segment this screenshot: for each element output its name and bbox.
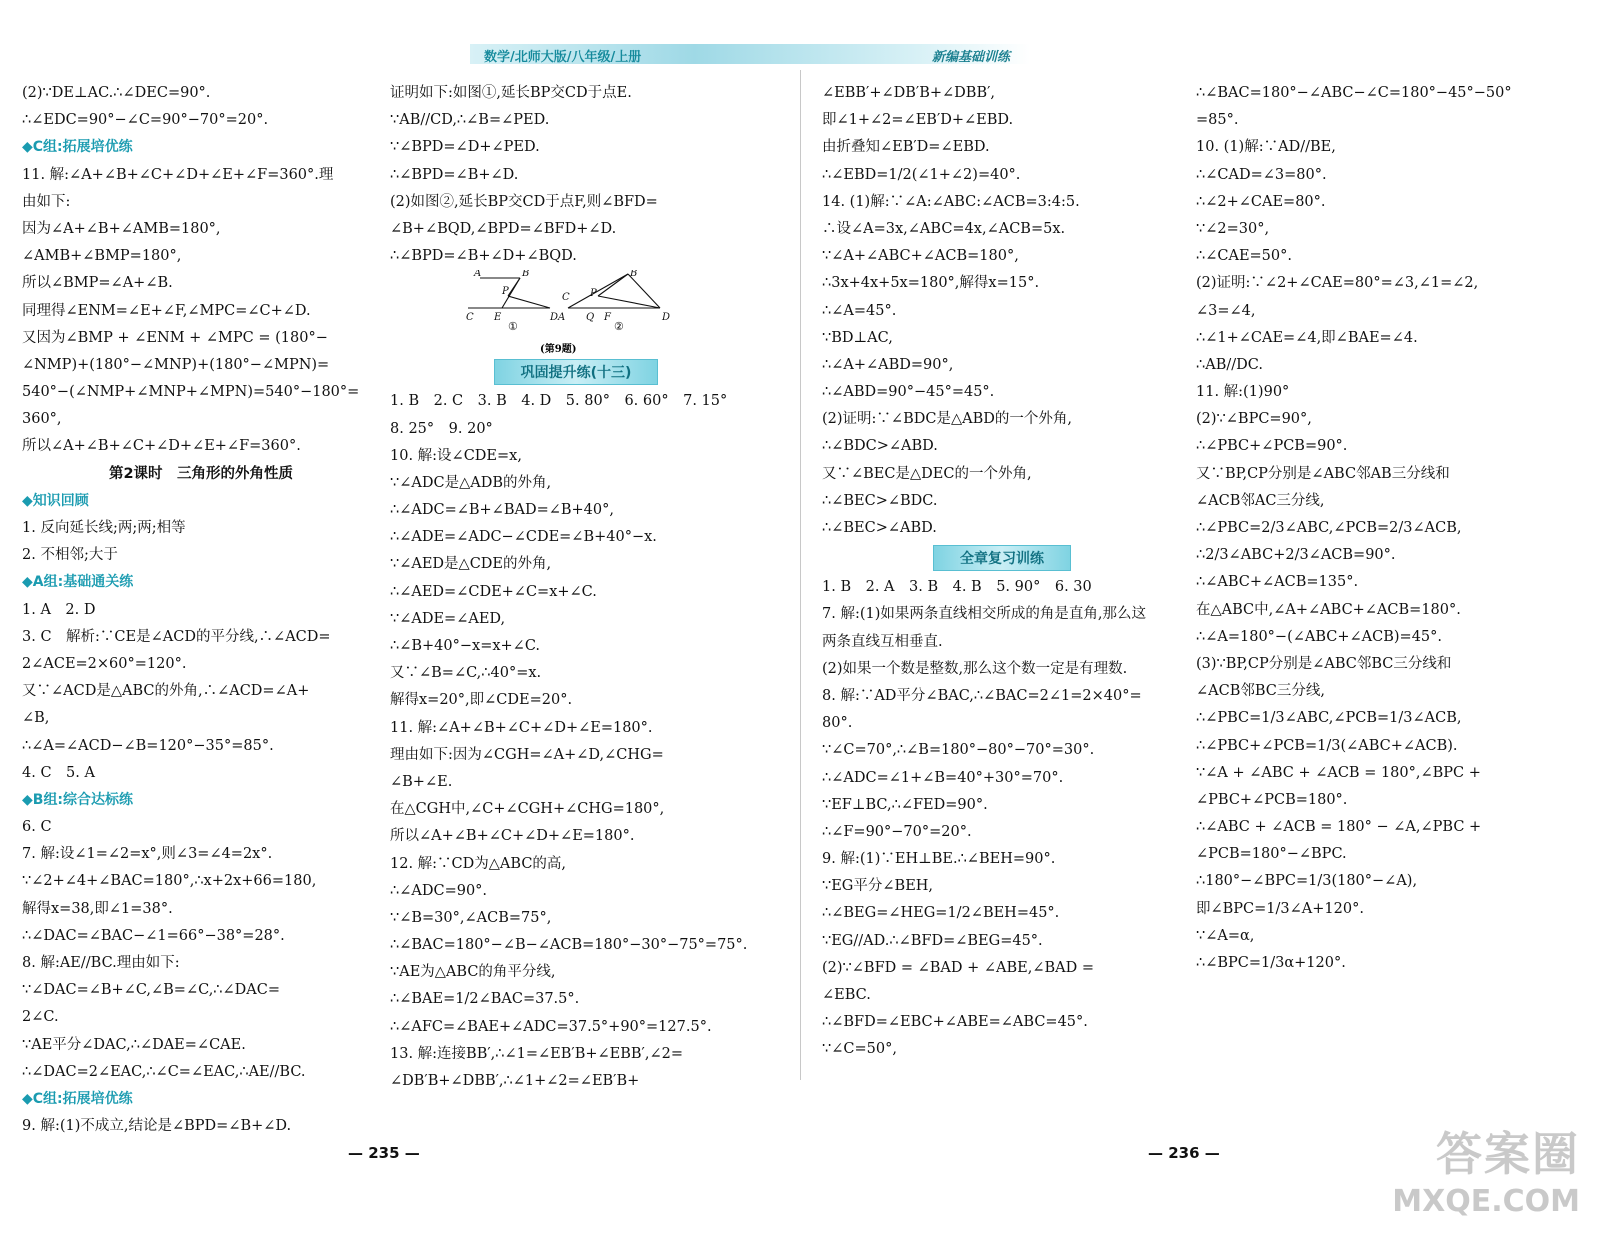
text-line: ∠B+∠E.	[390, 773, 453, 790]
text-line: 理由如下:因为∠CGH=∠A+∠D,∠CHG=	[390, 746, 664, 763]
figure-point-label: A	[558, 312, 566, 324]
text-line: ∵AE为△ABC的角平分线,	[390, 964, 556, 981]
column-1	[22, 80, 380, 1140]
section-banner-13: 巩固提升练(十三)	[390, 356, 762, 388]
text-line: ∵∠ADE=∠AED,	[390, 610, 506, 627]
text-line: ∴∠EDC=90°−∠C=90°−70°=20°.	[22, 112, 269, 129]
text-line: 同理得∠ENM=∠E+∠F,∠MPC=∠C+∠D.	[22, 302, 311, 319]
text-line: ◆知识回顾	[22, 492, 89, 509]
text-line: ∴∠B+40°−x=x+∠C.	[390, 638, 541, 654]
text-line: ∵∠2+∠4+∠BAC=180°,∴x+2x+66=180,	[22, 873, 317, 890]
watermark: 答案圈 MXQE.COM	[1392, 1127, 1580, 1219]
text-line: ∴∠2+∠CAE=80°.	[1196, 193, 1326, 210]
text-line: ∠B,	[22, 710, 50, 727]
text-line: ∴∠AED=∠CDE+∠C=x+∠C.	[390, 583, 597, 600]
text-line: (2)如图②,延长BP交CD于点F,则∠BFD=	[390, 193, 658, 210]
text-line: 11. 解:∠A+∠B+∠C+∠D+∠E+∠F=360°.理	[22, 166, 334, 183]
text-line: ◆C组:拓展培优练	[22, 1090, 133, 1107]
text-line: 11. 解:∠A+∠B+∠C+∠D+∠E=180°.	[390, 719, 653, 736]
text-line: 10. (1)解:∵AD//BE,	[1196, 139, 1336, 156]
figure-point-label: Q	[586, 312, 595, 324]
text-line: 所以∠A+∠B+∠C+∠D+∠E=180°.	[390, 828, 635, 845]
text-line: ∠ACB邻AC三分线,	[1196, 492, 1325, 509]
page-divider	[800, 70, 801, 1080]
text-line: 解得x=20°,即∠CDE=20°.	[390, 692, 573, 709]
text-line: ∴∠ADC=∠B+∠BAD=∠B+40°,	[390, 502, 614, 519]
text-line: 12. 解:∵CD为△ABC的高,	[390, 855, 567, 872]
text-line: 6. C	[22, 819, 52, 836]
text-line: ∠NMP)+(180°−∠MNP)+(180°−∠MPN)=	[22, 356, 330, 373]
text-line: 在△ABC中,∠A+∠ABC+∠ACB=180°.	[1196, 601, 1461, 618]
text-line: 因为∠A+∠B+∠AMB=180°,	[22, 220, 221, 237]
figure-caption-2: ②	[614, 320, 624, 334]
text-line: ∴∠ABC+∠ACB=135°.	[1196, 574, 1359, 591]
text-line: 又∵∠ACD是△ABC的外角,∴∠ACD=∠A+	[22, 683, 310, 700]
text-line: ∴2/3∠ABC+2/3∠ACB=90°.	[1196, 547, 1396, 564]
text-line: ∴∠ABD=90°−45°=45°.	[822, 384, 995, 401]
text-line: 3. C 解析:∵CE是∠ACD的平分线,∴∠ACD=	[22, 628, 331, 645]
text-line: ∵∠C=50°,	[822, 1041, 897, 1058]
text-line: 第2课时 三角形的外角性质	[108, 465, 294, 482]
text-line: ∴∠A+∠ABD=90°,	[822, 356, 954, 373]
text-line: ∴∠ADC=∠1+∠B=40°+30°=70°.	[822, 769, 1064, 786]
figure-9-diagram	[390, 270, 762, 356]
text-line: (2)∵∠BPC=90°,	[1196, 411, 1312, 428]
text-line: ∴∠BDC>∠ABD.	[822, 438, 938, 455]
text-line: 又∵∠BEC是△DEC的一个外角,	[822, 465, 1032, 482]
text-line: 8. 25° 9. 20°	[390, 420, 493, 437]
text-line: =85°.	[1196, 112, 1239, 129]
text-line: (3)∵BP,CP分别是∠ABC邻BC三分线和	[1196, 655, 1452, 672]
text-line: 540°−(∠NMP+∠MNP+∠MPN)=540°−180°=	[22, 384, 360, 401]
text-line: 14. (1)解:∵∠A:∠ABC:∠ACB=3:4:5.	[822, 193, 1080, 210]
figure-9	[390, 270, 762, 356]
figure-point-label: P	[590, 288, 597, 300]
text-line: ∴∠BPD=∠B+∠D.	[390, 166, 519, 183]
text-line: 80°.	[822, 715, 853, 732]
column-3	[822, 80, 1182, 1064]
text-line: ∵∠BPD=∠D+∠PED.	[390, 139, 540, 156]
figure-point-label: P	[502, 286, 509, 298]
text-line: 2∠C.	[22, 1009, 59, 1026]
text-line: 解得x=38,即∠1=38°.	[22, 900, 173, 917]
text-line: 2. 不相邻;大于	[22, 547, 118, 564]
text-line: ∴∠AFC=∠BAE+∠ADC=37.5°+90°=127.5°.	[390, 1018, 712, 1035]
column-2	[390, 80, 762, 1095]
text-line: (2)证明:∵∠2+∠CAE=80°=∠3,∠1=∠2,	[1196, 275, 1479, 292]
text-line: ∠EBC.	[822, 987, 871, 1003]
text-line: ∴∠ADE=∠ADC−∠CDE=∠B+40°−x.	[390, 529, 657, 546]
text-line: ∴∠BEG=∠HEG=1/2∠BEH=45°.	[822, 905, 1060, 922]
text-line: ∴∠A=∠ACD−∠B=120°−35°=85°.	[22, 737, 274, 754]
text-line: 2∠ACE=2×60°=120°.	[22, 655, 187, 672]
text-line: 由折叠知∠EB′D=∠EBD.	[822, 139, 990, 156]
text-line: ∴∠EBD=1/2(∠1+∠2)=40°.	[822, 166, 1021, 183]
text-line: 即∠BPC=1/3∠A+120°.	[1196, 900, 1364, 917]
text-line: ∴∠BFD=∠EBC+∠ABE=∠ABC=45°.	[822, 1014, 1088, 1031]
text-line: ∠EBB′+∠DB′B+∠DBB′,	[822, 85, 996, 101]
text-line: 1. 反向延长线;两;两;相等	[22, 520, 186, 536]
text-line: ∵∠2=30°,	[1196, 220, 1270, 237]
text-line: 1. A 2. D	[22, 601, 96, 618]
text-line: ∴∠BEC>∠BDC.	[822, 492, 938, 509]
text-line: ∴∠CAE=50°.	[1196, 248, 1292, 265]
figure-point-label: F	[604, 312, 611, 324]
text-line: ∠B+∠BQD,∠BPD=∠BFD+∠D.	[390, 220, 617, 237]
text-line: 4. C 5. A	[22, 764, 95, 781]
text-line: ∵EG平分∠BEH,	[822, 878, 934, 895]
text-line: 1. B 2. C 3. B 4. D 5. 80° 6. 60° 7. 15°	[390, 393, 728, 410]
text-line: 13. 解:连接BB′,∴∠1=∠EB′B+∠EBB′,∠2=	[390, 1045, 683, 1062]
text-line: ∵∠ADC是△ADB的外角,	[390, 474, 552, 491]
text-line: ∴∠A=45°.	[822, 302, 897, 319]
text-line: ∴∠F=90°−70°=20°.	[822, 823, 972, 840]
text-line: ∠AMB+∠BMP=180°,	[22, 248, 182, 265]
text-line: 7. 解:设∠1=∠2=x°,则∠3=∠4=2x°.	[22, 846, 273, 863]
text-line: (2)如果一个数是整数,那么这个数一定是有理数.	[822, 660, 1128, 677]
text-line: 8. 解:AE//BC.理由如下:	[22, 955, 180, 971]
text-line: 7. 解:(1)如果两条直线相交所成的角是直角,那么这	[822, 606, 1146, 623]
text-line: ∵∠C=70°,∴∠B=180°−80°−70°=30°.	[822, 742, 1095, 759]
text-line: ∵AE平分∠DAC,∴∠DAE=∠CAE.	[22, 1036, 246, 1053]
page-header	[470, 44, 1030, 64]
text-line: ∴∠DAC=2∠EAC,∴∠C=∠EAC,∴AE//BC.	[22, 1063, 306, 1080]
figure-point-label: B	[630, 270, 638, 280]
text-line: 两条直线互相垂直.	[822, 633, 943, 650]
text-line: ∴∠BAC=180°−∠B−∠ACB=180°−30°−75°=75°.	[390, 937, 748, 954]
text-line: ∵∠B=30°,∠ACB=75°,	[390, 909, 552, 926]
text-line: ∵∠A + ∠ABC + ∠ACB = 180°,∠BPC +	[1196, 764, 1481, 781]
figure-point-label: C	[466, 312, 474, 324]
text-line: ∴∠PBC=2/3∠ABC,∠PCB=2/3∠ACB,	[1196, 520, 1462, 536]
text-line: ∴设∠A=3x,∠ABC=4x,∠ACB=5x.	[822, 220, 1066, 237]
header-series: 新编基础训练	[931, 50, 1010, 65]
text-line: ∵BD⊥AC,	[822, 329, 893, 346]
text-line: ∵EF⊥BC,∴∠FED=90°.	[822, 796, 988, 813]
text-line: ∠3=∠4,	[1196, 302, 1256, 319]
text-line: 又∵∠B=∠C,∴40°=x.	[390, 665, 542, 682]
text-line: (2)∵DE⊥AC.∴∠DEC=90°.	[22, 85, 211, 101]
figure-point-label: D	[662, 312, 671, 324]
text-line: ∴∠BPD=∠B+∠D+∠BQD.	[390, 248, 577, 265]
text-line: 在△CGH中,∠C+∠CGH+∠CHG=180°,	[390, 801, 665, 818]
text-line: 1. B 2. A 3. B 4. B 5. 90° 6. 30	[822, 579, 1092, 596]
text-line: ∴∠BPC=1/3α+120°.	[1196, 955, 1346, 971]
text-line: ∵AB//CD,∴∠B=∠PED.	[390, 112, 550, 129]
text-line: ∴AB//DC.	[1196, 356, 1263, 373]
text-line: ∴∠BAE=1/2∠BAC=37.5°.	[390, 991, 580, 1008]
text-line: 9. 解:(1)∵EH⊥BE.∴∠BEH=90°.	[822, 851, 1056, 868]
figure-caption-1: ①	[508, 320, 518, 334]
text-line: 10. 解:设∠CDE=x,	[390, 447, 522, 464]
text-line: 证明如下:如图①,延长BP交CD于点E.	[390, 85, 632, 101]
text-line: 即∠1+∠2=∠EB′D+∠EBD.	[822, 112, 1014, 129]
text-line: ∴180°−∠BPC=1/3(180°−∠A),	[1196, 873, 1418, 890]
figure-point-label: A	[474, 270, 482, 280]
figure-point-label: E	[494, 312, 502, 324]
text-line: 11. 解:(1)90°	[1196, 384, 1290, 401]
text-line: ∵∠A+∠ABC+∠ACB=180°,	[822, 248, 1019, 265]
text-line: ∠PCB=180°−∠BPC.	[1196, 846, 1347, 863]
text-line: ◆A组:基础通关练	[22, 574, 134, 591]
text-line: ∴∠PBC=1/3∠ABC,∠PCB=1/3∠ACB,	[1196, 710, 1462, 727]
text-line: ∴∠CAD=∠3=80°.	[1196, 166, 1327, 183]
text-line: 8. 解:∵AD平分∠BAC,∴∠BAC=2∠1=2×40°=	[822, 687, 1142, 704]
header-title: 数学/北师大版/八年级/上册	[484, 50, 642, 65]
text-line: ∴∠BAC=180°−∠ABC−∠C=180°−45°−50°	[1196, 85, 1512, 101]
text-line: 由如下:	[22, 193, 71, 210]
text-line: 所以∠A+∠B+∠C+∠D+∠E+∠F=360°.	[22, 438, 301, 455]
figure-point-label: B	[522, 270, 530, 280]
text-line: ∴∠BEC>∠ABD.	[822, 520, 937, 536]
text-line: 又因为∠BMP + ∠ENM + ∠MPC = (180°−	[22, 329, 328, 346]
text-line: (2)∵∠BFD = ∠BAD + ∠ABE,∠BAD =	[822, 959, 1095, 976]
text-line: (2)证明:∵∠BDC是△ABD的一个外角,	[822, 411, 1072, 428]
text-line: ∴∠DAC=∠BAC−∠1=66°−38°=28°.	[22, 927, 285, 944]
column-4	[1196, 80, 1556, 977]
text-line: ∴∠ABC + ∠ACB = 180° − ∠A,∠PBC +	[1196, 819, 1482, 836]
text-line: 又∵BP,CP分别是∠ABC邻AB三分线和	[1196, 465, 1450, 482]
text-line: ∴∠1+∠CAE=∠4,即∠BAE=∠4.	[1196, 329, 1418, 346]
text-line: 9. 解:(1)不成立,结论是∠BPD=∠B+∠D.	[22, 1118, 292, 1135]
text-line: ∵∠A=α,	[1196, 927, 1255, 944]
text-line: ∴∠PBC+∠PCB=1/3(∠ABC+∠ACB).	[1196, 737, 1458, 754]
figure-point-label: C	[562, 292, 570, 304]
text-line: ∴∠ADC=90°.	[390, 882, 488, 899]
figure-point-label: D	[550, 312, 559, 324]
text-line: ∵∠AED是△CDE的外角,	[390, 556, 552, 573]
text-line: ∠ACB邻BC三分线,	[1196, 683, 1325, 700]
text-line: 360°,	[22, 411, 62, 428]
text-line: 所以∠BMP=∠A+∠B.	[22, 275, 173, 292]
text-line: ∵EG//AD.∴∠BFD=∠BEG=45°.	[822, 932, 1043, 949]
page-number-right: — 236 —	[1148, 1144, 1220, 1162]
text-line: ∴∠A=180°−(∠ABC+∠ACB)=45°.	[1196, 628, 1443, 645]
text-line: ∵∠DAC=∠B+∠C,∠B=∠C,∴∠DAC=	[22, 982, 281, 999]
text-line: ∴3x+4x+5x=180°,解得x=15°.	[822, 275, 1040, 292]
section-banner-review: 全章复习训练	[822, 542, 1182, 574]
figure-title: (第9题)	[540, 344, 577, 356]
text-line: ∴∠PBC+∠PCB=90°.	[1196, 438, 1348, 455]
page-number-left: — 235 —	[348, 1144, 420, 1162]
text-line: ◆C组:拓展培优练	[22, 139, 133, 156]
text-line: ∠DB′B+∠DBB′,∴∠1+∠2=∠EB′B+	[390, 1073, 640, 1089]
text-line: ∠PBC+∠PCB=180°.	[1196, 791, 1348, 808]
text-line: ◆B组:综合达标练	[22, 791, 134, 808]
